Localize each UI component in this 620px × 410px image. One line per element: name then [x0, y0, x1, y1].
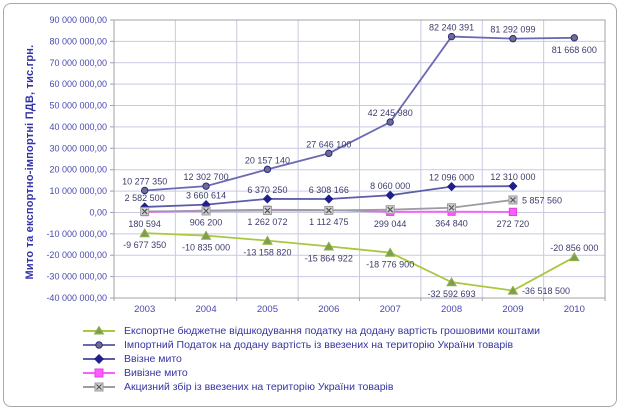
series-labels-excise_imported [522, 195, 562, 205]
data-label: -20 856 000 [550, 243, 599, 254]
y-tick-label: 10 000 000,00 [49, 186, 107, 197]
data-label: 906 200 [189, 217, 223, 228]
data-label: 81 292 099 [490, 24, 536, 35]
data-label: 299 044 [373, 218, 407, 229]
x-tick-label: 2009 [502, 304, 524, 315]
x-tick-labels [134, 304, 585, 315]
y-tick-labels [46, 15, 107, 303]
data-label: 12 310 000 [490, 172, 536, 183]
data-label: -15 864 922 [304, 253, 353, 264]
circle-marker [448, 33, 454, 39]
y-tick-label: -20 000 000,00 [46, 250, 107, 261]
data-label: -10 835 000 [182, 242, 231, 253]
x-tick-label: 2008 [440, 304, 463, 315]
y-tick-label: 20 000 000,00 [49, 164, 107, 175]
data-label: 272 720 [496, 218, 530, 229]
circle-marker [326, 150, 332, 156]
circle-marker [203, 183, 209, 189]
circle-marker-icon [80, 339, 118, 351]
x-tick-label: 2007 [379, 304, 401, 315]
circle-marker [510, 35, 516, 41]
data-label: 82 240 391 [429, 22, 475, 33]
square-marker [509, 208, 516, 215]
circle-marker [387, 119, 393, 125]
y-tick-label: 90 000 000,00 [49, 15, 107, 25]
data-label: 10 277 350 [122, 176, 168, 187]
data-label: 27 646 100 [306, 139, 352, 150]
y-axis-title: Мито та експортно-імпортні ПДВ, тис.грн. [24, 44, 36, 280]
y-tick-label: 50 000 000,00 [49, 100, 107, 111]
data-label: 6 308 166 [308, 184, 349, 195]
y-tick-label: 30 000 000,00 [49, 143, 107, 154]
data-label: 42 245 980 [367, 108, 413, 119]
data-label: 1 262 072 [247, 216, 288, 227]
data-label: -36 518 500 [521, 286, 570, 297]
data-label: 3 660 614 [186, 190, 227, 201]
data-label: 20 157 140 [244, 155, 290, 166]
x-tick-label: 2004 [195, 304, 217, 315]
x-marker-icon [80, 381, 118, 393]
y-tick-label: -30 000 000,00 [46, 271, 107, 282]
x-tick-label: 2010 [563, 304, 585, 315]
legend-item-export-vat-refund [4, 324, 616, 338]
data-label: -32 592 693 [427, 289, 476, 300]
x-tick-label: 2006 [318, 304, 340, 315]
legend-label: Ввізне мито [124, 353, 182, 365]
data-label: 364 840 [435, 218, 468, 229]
data-label: 12 302 700 [183, 172, 229, 183]
legend-item-vyvizne-myto [4, 366, 616, 380]
x-tick-label: 2005 [256, 304, 279, 315]
chart-figure [3, 3, 617, 407]
legend-item-vvizne-myto [4, 352, 616, 366]
legend-label: Вивізне мито [124, 367, 188, 379]
legend-label: Імпортний Податок на додану вартість із ввезених на територію України товарів [124, 339, 514, 351]
x-tick-label: 2003 [134, 304, 156, 315]
legend-item-excise-imported [4, 380, 616, 394]
y-tick-label: 60 000 000,00 [49, 79, 107, 90]
data-label: -18 776 900 [366, 259, 415, 270]
legend-item-import-vat [4, 338, 616, 352]
diamond-marker-icon [80, 353, 118, 365]
legend [4, 324, 616, 394]
data-label: 180 594 [128, 219, 161, 230]
data-label: 81 668 600 [551, 44, 597, 55]
square-marker-icon [80, 367, 118, 379]
data-label: 5 857 560 [521, 195, 562, 206]
data-label: 8 060 000 [370, 181, 411, 192]
data-label: 2 582 500 [124, 192, 165, 203]
circle-marker [571, 35, 577, 41]
circle-marker [264, 166, 270, 172]
y-tick-label: -40 000 000,00 [46, 293, 107, 303]
legend-label: Акцизний збір із ввезених на територію України товарів [124, 381, 394, 393]
y-tick-label: 70 000 000,00 [49, 57, 107, 68]
data-label: 12 096 000 [429, 172, 475, 183]
triangle-marker-icon [80, 325, 118, 337]
data-label: -9 677 350 [123, 240, 167, 251]
y-tick-label: -10 000 000,00 [46, 228, 107, 239]
data-label: 1 112 475 [309, 217, 349, 228]
y-tick-label: 0,00 [89, 207, 107, 218]
legend-label: Експортне бюджетне відшкодування податку на додану вартість грошовими коштами [124, 325, 541, 337]
data-label: -13 158 820 [243, 247, 292, 258]
y-tick-label: 40 000 000,00 [49, 121, 107, 132]
data-label: 6 370 250 [247, 184, 288, 195]
y-tick-label: 80 000 000,00 [49, 36, 107, 47]
